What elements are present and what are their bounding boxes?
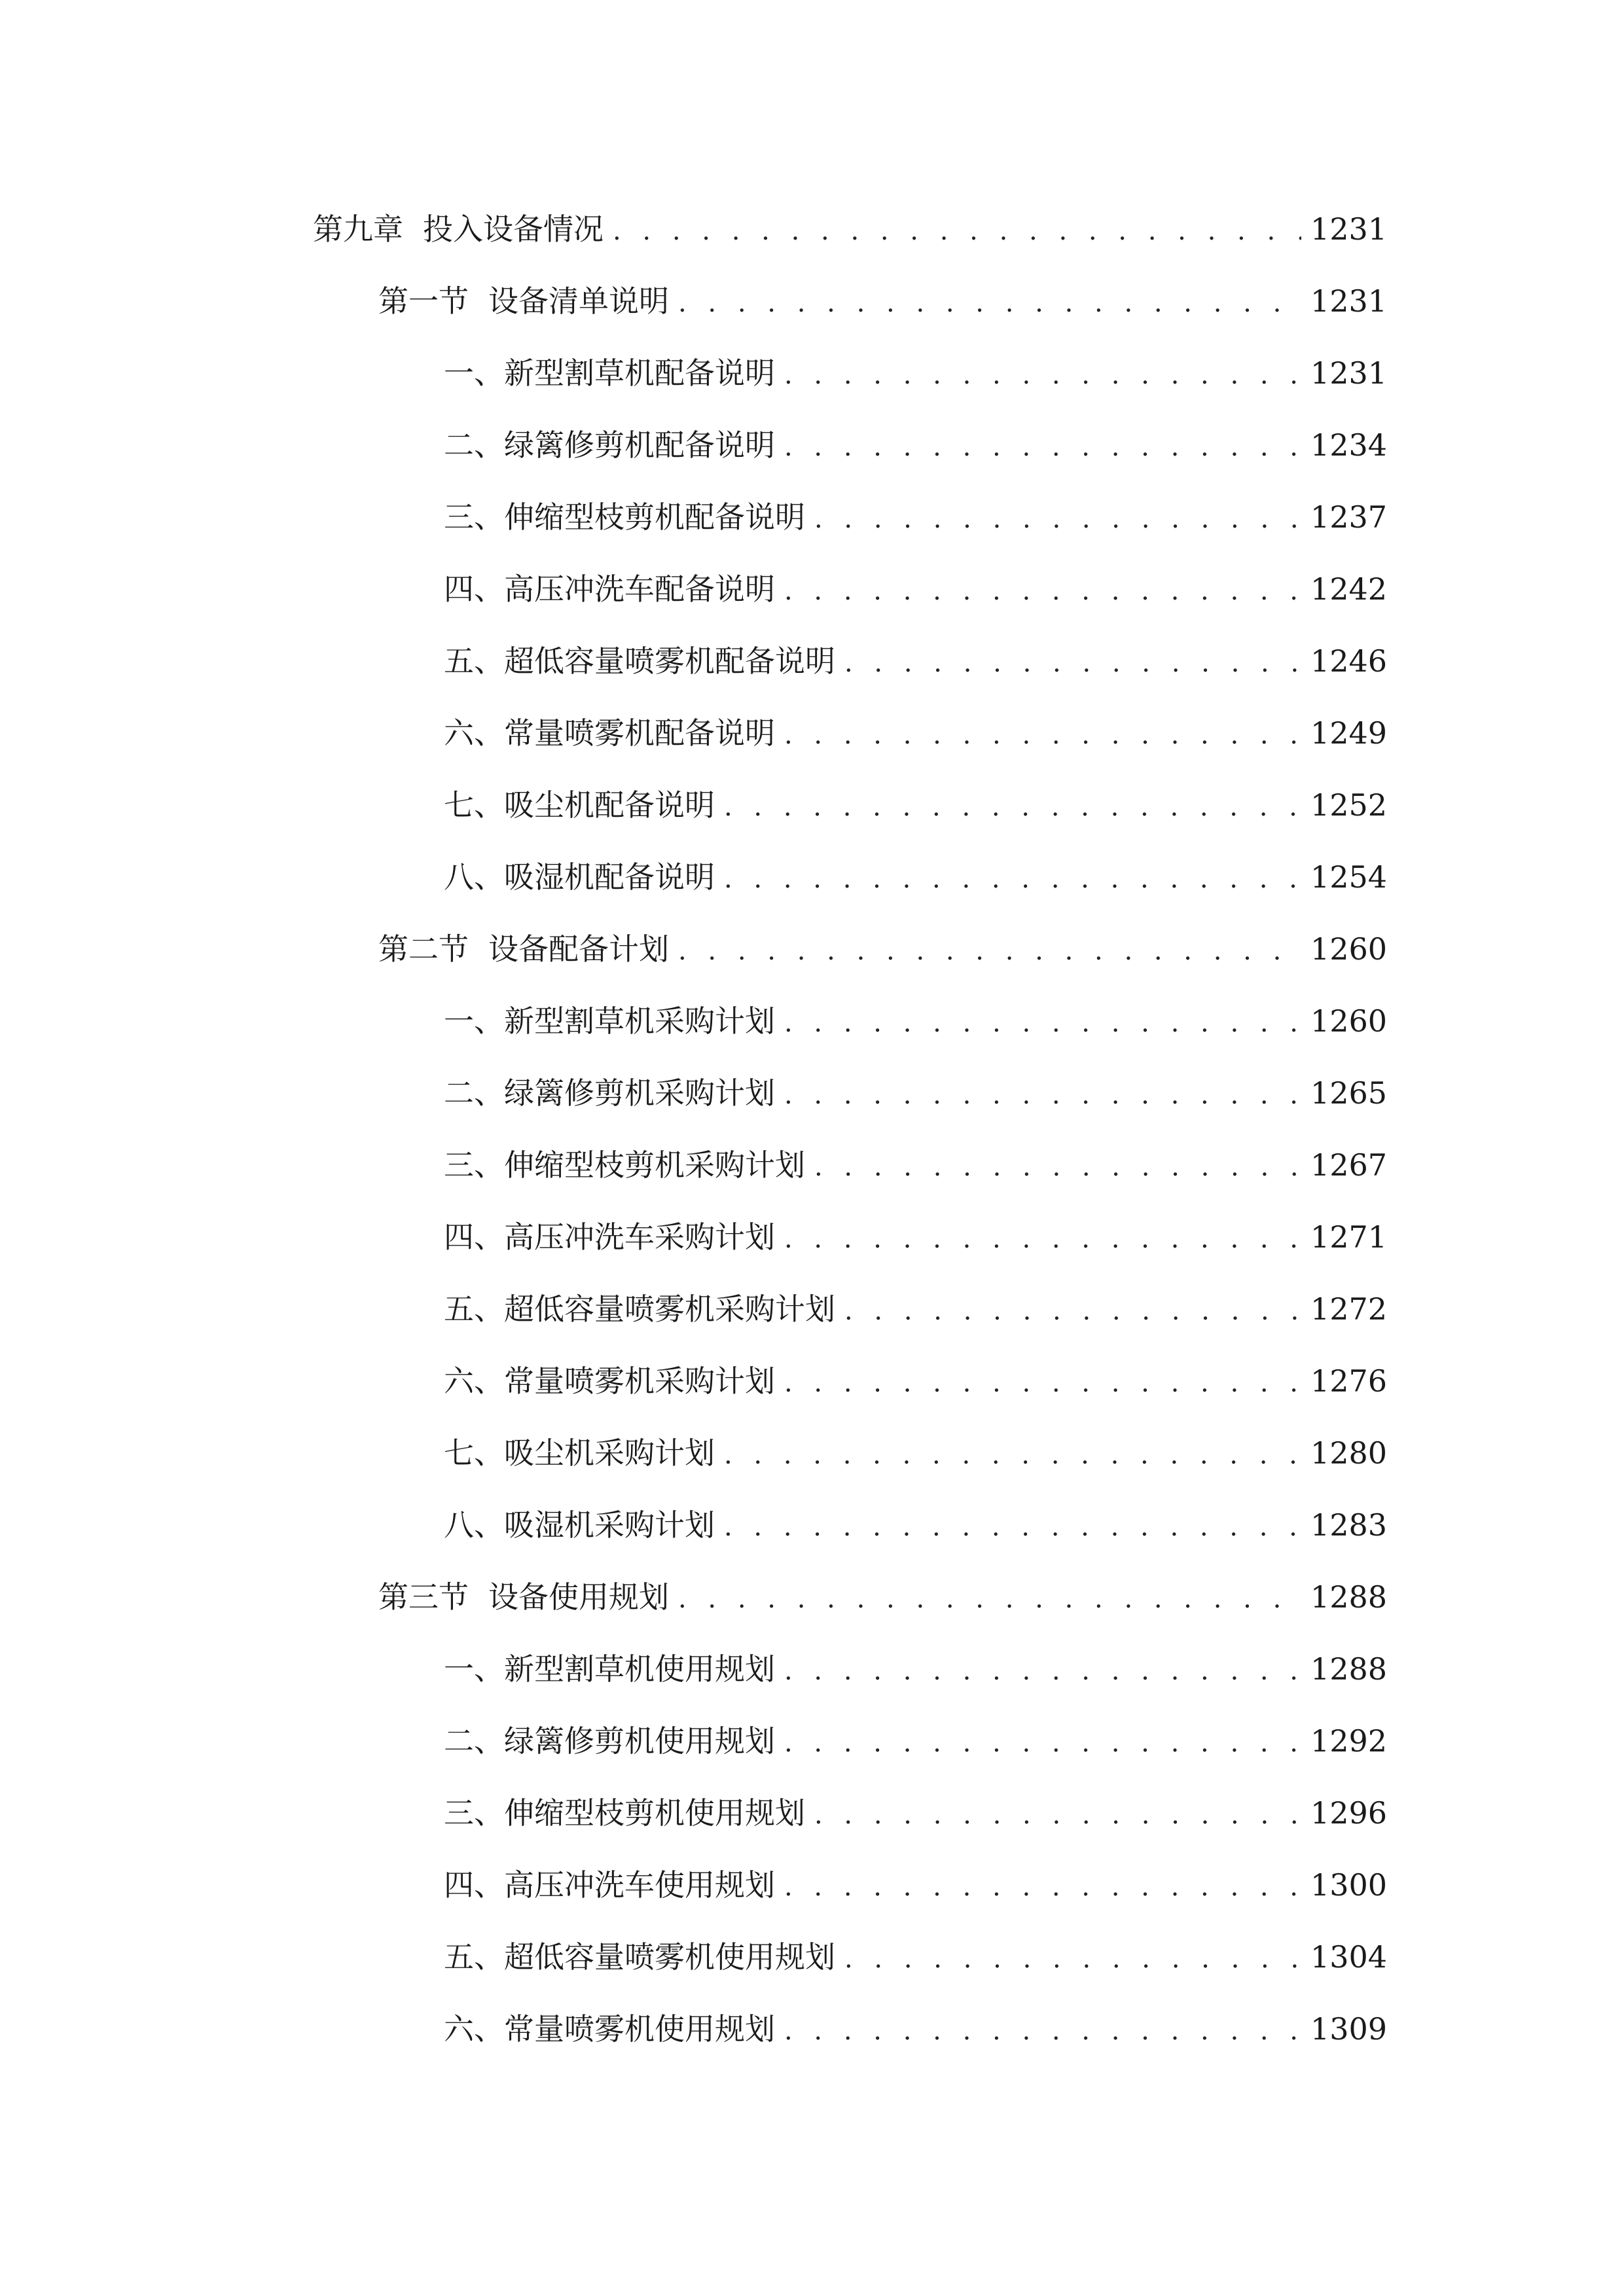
toc-entry-title: 绿篱修剪机配备说明 [504, 427, 775, 463]
toc-entry-page-number: 1272 [1310, 1291, 1387, 1327]
toc-entry-page-number: 1246 [1310, 643, 1387, 679]
toc-entry-page-number: 1231 [1310, 355, 1387, 391]
toc-entry-title: 吸湿机采购计划 [504, 1507, 715, 1543]
dot-leader [844, 1933, 1301, 1985]
toc-entry-title: 设备使用规划 [488, 1579, 669, 1615]
dot-leader [784, 1357, 1301, 1409]
toc-entry-number: 一、 [444, 1651, 504, 1687]
dot-leader [784, 1213, 1301, 1265]
toc-entry-number: 五、 [444, 1939, 504, 1975]
toc-entry[interactable] [0, 491, 1624, 563]
dot-leader [784, 349, 1301, 401]
toc-entry-page-number: 1276 [1310, 1363, 1387, 1399]
toc-entry-number: 八、 [444, 1507, 504, 1543]
toc-entry-number: 七、 [444, 787, 504, 823]
toc-entry-page-number: 1237 [1310, 499, 1387, 535]
dot-leader [844, 637, 1301, 689]
toc-entry-number: 第二节 [378, 931, 469, 967]
toc-entry-number: 二、 [444, 1723, 504, 1759]
toc-entry-page-number: 1242 [1310, 571, 1387, 607]
dot-leader [844, 1285, 1301, 1337]
toc-entry-number: 三、 [444, 1147, 504, 1183]
toc-entry-number: 四、 [444, 1219, 504, 1255]
toc-entry[interactable] [0, 2003, 1624, 2075]
toc-entry-title: 伸缩型枝剪机配备说明 [504, 499, 805, 535]
toc-entry-page-number: 1234 [1310, 427, 1387, 463]
toc-entry[interactable] [0, 203, 1624, 275]
toc-entry-title: 投入设备情况 [423, 211, 604, 247]
toc-entry-page-number: 1249 [1310, 715, 1387, 751]
toc-entry-page-number: 1288 [1310, 1651, 1387, 1687]
toc-entry[interactable] [0, 1859, 1624, 1931]
dot-leader [784, 1861, 1301, 1913]
dot-leader [678, 925, 1301, 977]
toc-entry[interactable] [0, 1499, 1624, 1571]
toc-entry-title: 常量喷雾机使用规划 [504, 2011, 775, 2047]
toc-entry-title: 常量喷雾机配备说明 [504, 715, 775, 751]
toc-entry-page-number: 1267 [1310, 1147, 1387, 1183]
dot-leader [784, 1069, 1301, 1121]
toc-entry[interactable] [0, 1427, 1624, 1499]
toc-entry-title: 伸缩型枝剪机使用规划 [504, 1795, 805, 1831]
toc-entry[interactable] [0, 1211, 1624, 1283]
toc-entry-title: 新型割草机采购计划 [504, 1003, 775, 1039]
toc-entry-page-number: 1252 [1310, 787, 1387, 823]
toc-entry-title: 设备配备计划 [488, 931, 669, 967]
dot-leader [784, 709, 1301, 761]
toc-entry[interactable] [0, 1715, 1624, 1787]
toc-entry-number: 六、 [444, 715, 504, 751]
toc-entry[interactable] [0, 635, 1624, 707]
toc-entry-number: 一、 [444, 1003, 504, 1039]
toc-entry-title: 常量喷雾机采购计划 [504, 1363, 775, 1399]
toc-entry-page-number: 1296 [1310, 1795, 1387, 1831]
toc-entry-page-number: 1304 [1310, 1939, 1387, 1975]
dot-leader [678, 1573, 1301, 1625]
toc-entry-page-number: 1260 [1310, 1003, 1387, 1039]
toc-entry-title: 高压冲洗车使用规划 [504, 1867, 775, 1903]
dot-leader [678, 277, 1301, 329]
toc-entry-title: 伸缩型枝剪机采购计划 [504, 1147, 805, 1183]
toc-entry-title: 吸尘机配备说明 [504, 787, 715, 823]
toc-entry[interactable] [0, 851, 1624, 923]
toc-entry-number: 六、 [444, 2011, 504, 2047]
toc-entry[interactable] [0, 1571, 1624, 1643]
toc-entry-number: 三、 [444, 499, 504, 535]
toc-entry-number: 二、 [444, 1075, 504, 1111]
dot-leader [724, 1501, 1301, 1553]
toc-entry-number: 六、 [444, 1363, 504, 1399]
toc-entry-title: 绿篱修剪机使用规划 [504, 1723, 775, 1759]
dot-leader [784, 1717, 1301, 1769]
toc-entry-page-number: 1309 [1310, 2011, 1387, 2047]
dot-leader [613, 205, 1301, 257]
toc-entry-page-number: 1300 [1310, 1867, 1387, 1903]
toc-entry-title: 新型割草机配备说明 [504, 355, 775, 391]
toc-entry-page-number: 1280 [1310, 1435, 1387, 1471]
dot-leader [784, 2005, 1301, 2057]
toc-entry-number: 第九章 [313, 211, 403, 247]
toc-entry-title: 吸湿机配备说明 [504, 859, 715, 895]
toc-entry[interactable] [0, 995, 1624, 1067]
dot-leader [784, 421, 1301, 473]
dot-leader [724, 853, 1301, 905]
toc-entry-number: 一、 [444, 355, 504, 391]
toc-entry-number: 八、 [444, 859, 504, 895]
toc-entry-title: 吸尘机采购计划 [504, 1435, 715, 1471]
toc-entry[interactable] [0, 275, 1624, 347]
toc-entry[interactable] [0, 1931, 1624, 2003]
toc-entry-title: 超低容量喷雾机采购计划 [504, 1291, 835, 1327]
toc-entry-title: 新型割草机使用规划 [504, 1651, 775, 1687]
toc-entry-title: 超低容量喷雾机使用规划 [504, 1939, 835, 1975]
dot-leader [724, 781, 1301, 833]
toc-entry[interactable] [0, 419, 1624, 491]
dot-leader [724, 1429, 1301, 1481]
table-of-contents [0, 203, 1624, 2075]
dot-leader [814, 493, 1301, 545]
toc-entry-page-number: 1231 [1310, 211, 1387, 247]
toc-entry-page-number: 1271 [1310, 1219, 1387, 1255]
toc-entry-title: 绿篱修剪机采购计划 [504, 1075, 775, 1111]
toc-entry-number: 三、 [444, 1795, 504, 1831]
toc-entry-number: 四、 [444, 1867, 504, 1903]
dot-leader [784, 565, 1301, 617]
toc-entry-title: 高压冲洗车配备说明 [504, 571, 775, 607]
toc-entry[interactable] [0, 1787, 1624, 1859]
toc-entry-title: 超低容量喷雾机配备说明 [504, 643, 835, 679]
toc-entry-number: 七、 [444, 1435, 504, 1471]
toc-entry-page-number: 1254 [1310, 859, 1387, 895]
toc-entry-title: 高压冲洗车采购计划 [504, 1219, 775, 1255]
toc-entry-page-number: 1265 [1310, 1075, 1387, 1111]
toc-entry-number: 二、 [444, 427, 504, 463]
toc-entry-number: 第三节 [378, 1579, 469, 1615]
toc-entry[interactable] [0, 1067, 1624, 1139]
toc-entry[interactable] [0, 347, 1624, 419]
toc-entry[interactable] [0, 923, 1624, 995]
dot-leader [814, 1789, 1301, 1841]
toc-entry-number: 五、 [444, 1291, 504, 1327]
dot-leader [814, 1141, 1301, 1193]
dot-leader [784, 997, 1301, 1049]
toc-entry[interactable] [0, 707, 1624, 779]
dot-leader [784, 1645, 1301, 1697]
toc-entry-page-number: 1260 [1310, 931, 1387, 967]
toc-entry-page-number: 1231 [1310, 283, 1387, 319]
toc-entry[interactable] [0, 779, 1624, 851]
toc-entry[interactable] [0, 1139, 1624, 1211]
toc-entry[interactable] [0, 1355, 1624, 1427]
toc-entry-page-number: 1292 [1310, 1723, 1387, 1759]
toc-entry[interactable] [0, 1283, 1624, 1355]
toc-entry-number: 第一节 [378, 283, 469, 319]
toc-entry-number: 五、 [444, 643, 504, 679]
toc-entry-title: 设备清单说明 [488, 283, 669, 319]
toc-entry-page-number: 1288 [1310, 1579, 1387, 1615]
toc-entry[interactable] [0, 563, 1624, 635]
toc-entry[interactable] [0, 1643, 1624, 1715]
toc-entry-number: 四、 [444, 571, 504, 607]
toc-entry-page-number: 1283 [1310, 1507, 1387, 1543]
